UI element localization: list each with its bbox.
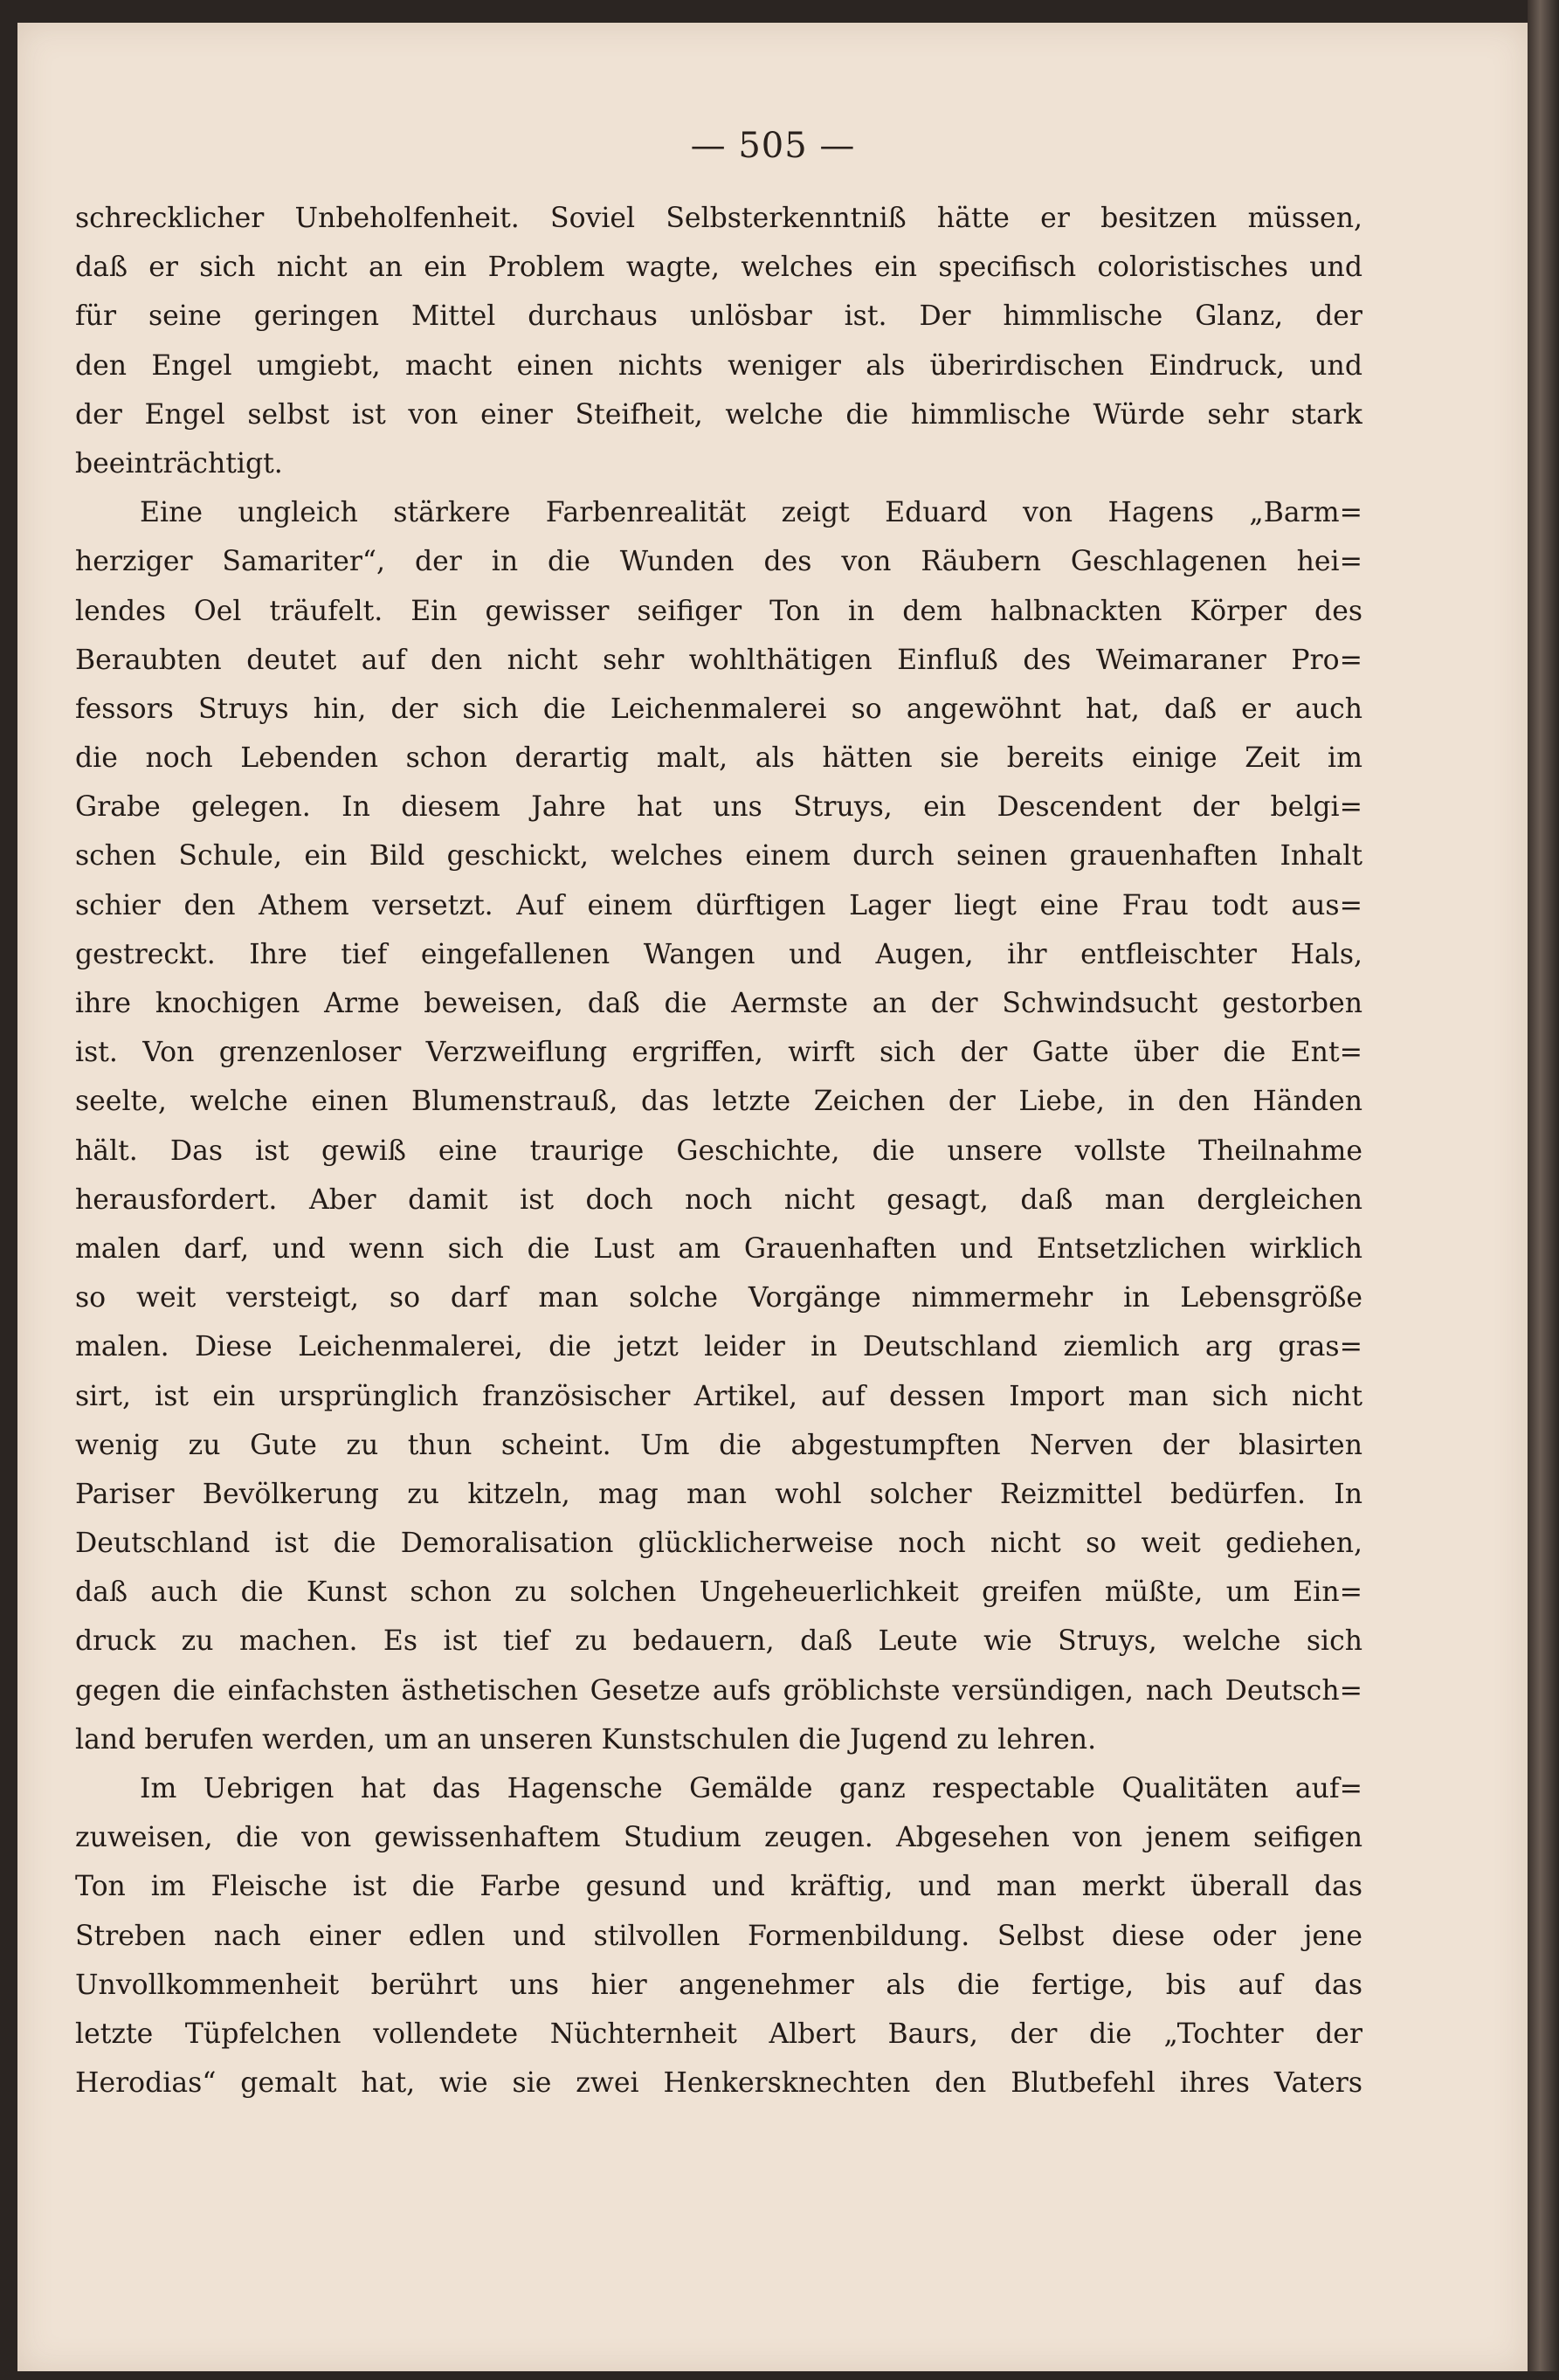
text-line: herziger Samariter“, der in die Wunden des von Räubern Geschlagenen hei= (75, 546, 1362, 578)
book-page (17, 23, 1528, 2372)
text-line: Eine ungleich stärkere Farbenrealität zeigt Eduard von Hagens „Barm= (140, 497, 1362, 529)
page-edge-shadow (1528, 0, 1559, 2380)
text-line: so weit versteigt, so darf man solche Vorgänge nimmermehr in Lebensgröße (75, 1282, 1362, 1314)
text-line: der Engel selbst ist von einer Steifheit, welche die himmlische Würde sehr stark (75, 398, 1362, 431)
text-line: hält. Das ist gewiß eine traurige Geschichte, die unsere vollste Theilnahme (75, 1135, 1362, 1167)
body-text (75, 194, 1362, 2108)
page-number: — 505 — (690, 126, 856, 166)
text-line: den Engel umgiebt, macht einen nichts weniger als überirdischen Eindruck, und (75, 349, 1362, 382)
text-line: die noch Lebenden schon derartig malt, als hätten sie bereits einige Zeit im (75, 742, 1362, 775)
text-line: gestreckt. Ihre tief eingefallenen Wangen und Augen, ihr entfleischter Hals, (75, 938, 1362, 970)
text-line: Deutschland ist die Demoralisation glücklicherweise noch nicht so weit gediehen, (75, 1528, 1362, 1560)
text-line: ist. Von grenzenloser Verzweiflung ergriffen, wirft sich der Gatte über die Ent= (75, 1037, 1362, 1069)
text-line: schier den Athem versetzt. Auf einem dürftigen Lager liegt eine Frau todt aus= (75, 889, 1362, 921)
text-line: schen Schule, ein Bild geschickt, welches einem durch seinen grauenhaften Inhalt (75, 840, 1362, 873)
text-line: schrecklicher Unbeholfenheit. Soviel Selbsterkenntniß hätte er besitzen müssen, (75, 203, 1362, 234)
text-line: Im Uebrigen hat das Hagensche Gemälde ganz respectable Qualitäten auf= (140, 1773, 1362, 1804)
text-line: lendes Oel träufelt. Ein gewisser seifiger Ton in dem halbnackten Körper des (75, 595, 1362, 627)
text-line: beeinträchtigt. (75, 447, 283, 479)
text-line: zuweisen, die von gewissenhaftem Studium zeugen. Abgesehen von jenem seifigen (75, 1822, 1362, 1854)
text-line: Herodias“ gemalt hat, wie sie zwei Henkersknechten den Blutbefehl ihres Vaters (75, 2067, 1362, 2100)
text-line: fessors Struys hin, der sich die Leichenmalerei so angewöhnt hat, daß er auch (75, 693, 1362, 725)
text-line: daß auch die Kunst schon zu solchen Ungeheuerlichkeit greifen müßte, um Ein= (75, 1576, 1362, 1609)
text-line: für seine geringen Mittel durchaus unlösbar ist. Der himmlische Glanz, der (75, 300, 1362, 333)
text-line: Streben nach einer edlen und stilvollen Formenbildung. Selbst diese oder jene (75, 1920, 1362, 1952)
text-line: ihre knochigen Arme beweisen, daß die Aermste an der Schwindsucht gestorben (75, 988, 1362, 1019)
text-line: Grabe gelegen. In diesem Jahre hat uns Struys, ein Descendent der belgi= (75, 791, 1362, 824)
text-line: Pariser Bevölkerung zu kitzeln, mag man wohl solcher Reizmittel bedürfen. In (75, 1478, 1362, 1510)
text-line: daß er sich nicht an ein Problem wagte, welches ein specifisch coloristisches und (75, 252, 1362, 284)
text-line: seelte, welche einen Blumenstrauß, das letzte Zeichen der Liebe, in den Händen (75, 1086, 1362, 1118)
text-line: letzte Tüpfelchen vollendete Nüchternheit Albert Baurs, der die „Tochter der (75, 2018, 1362, 2050)
text-line: Ton im Fleische ist die Farbe gesund und kräftig, und man merkt überall das (75, 1871, 1362, 1903)
text-line: land berufen werden, um an unseren Kunstschulen die Jugend zu lehren. (75, 1723, 1097, 1756)
text-line: herausfordert. Aber damit ist doch noch nicht gesagt, daß man dergleichen (75, 1183, 1362, 1216)
text-line: malen. Diese Leichenmalerei, die jetzt leider in Deutschland ziemlich arg gras= (75, 1331, 1362, 1363)
text-line: Beraubten deutet auf den nicht sehr wohlthätigen Einfluß des Weimaraner Pro= (75, 644, 1362, 676)
text-line: malen darf, und wenn sich die Lust am Grauenhaften und Entsetzlichen wirklich (75, 1232, 1362, 1265)
text-line: sirt, ist ein ursprünglich französischer Artikel, auf dessen Import man sich nicht (75, 1380, 1362, 1412)
text-line: wenig zu Gute zu thun scheint. Um die abgestumpften Nerven der blasirten (75, 1429, 1362, 1461)
text-line: gegen die einfachsten ästhetischen Gesetze aufs gröblichste versündigen, nach Deutsch= (75, 1674, 1362, 1707)
text-line: druck zu machen. Es ist tief zu bedauern, daß Leute wie Struys, welche sich (75, 1625, 1362, 1658)
text-line: Unvollkommenheit berührt uns hier angenehmer als die fertige, bis auf das (75, 1969, 1362, 2001)
page-bottom-edge (0, 2371, 1559, 2380)
